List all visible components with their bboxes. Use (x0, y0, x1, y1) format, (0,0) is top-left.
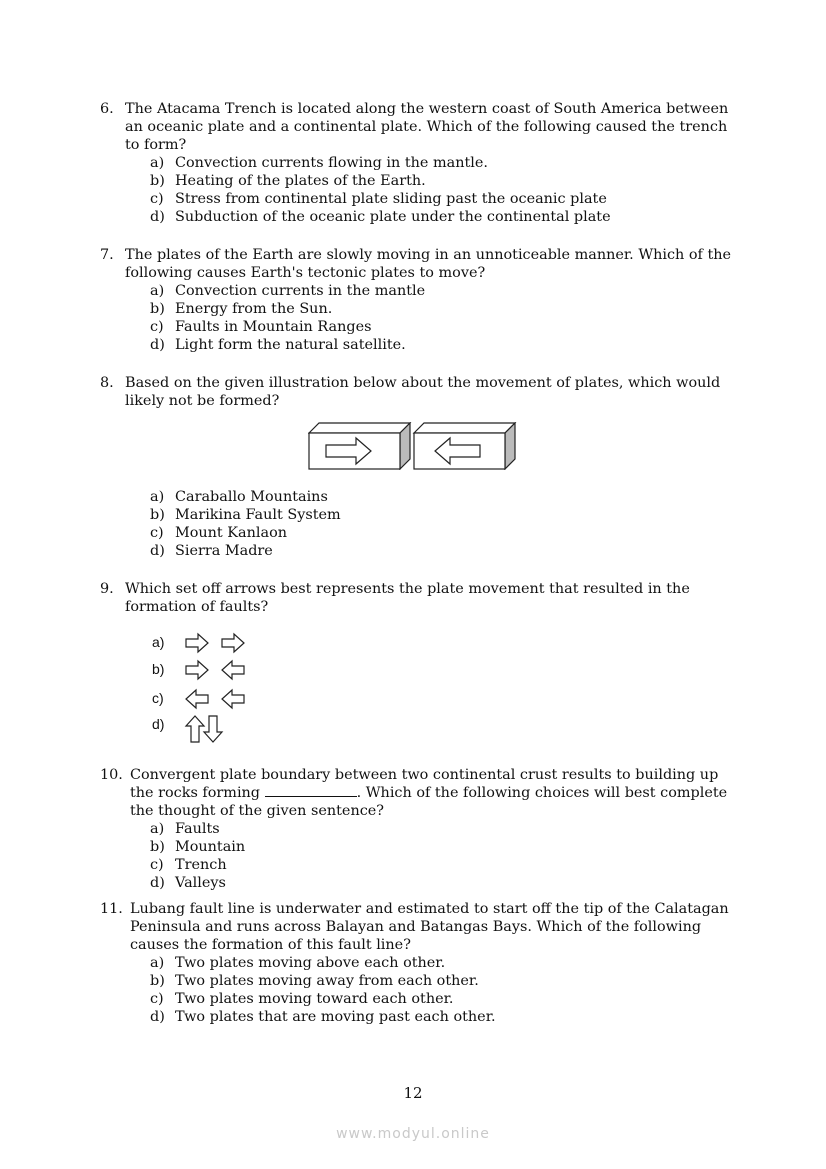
option-a (150, 820, 740, 838)
option-b (150, 506, 740, 524)
option-text: Marikina Fault System (175, 507, 341, 523)
option-letter: b) (150, 507, 165, 523)
question-10 (100, 766, 740, 892)
option-b (150, 838, 740, 856)
question-text-before: Convergent plate boundary between two continental crust results to building up the rocks forming (130, 767, 719, 801)
option-text: Two plates moving above each other. (175, 955, 446, 971)
option-text: Two plates moving away from each other. (175, 973, 479, 989)
arrows-right-left (184, 659, 254, 681)
option-text: Valleys (175, 875, 226, 891)
right-arrow-icon (222, 634, 244, 652)
question-number: 8. (100, 375, 114, 391)
option-text: Faults (175, 821, 220, 837)
question-text-after: . Which of the following choices will best complete the thought of the given sentence? (130, 785, 728, 819)
question-11 (100, 900, 740, 1026)
option-a (150, 154, 740, 172)
arrows-left-left (184, 688, 254, 710)
option-letter: a) (150, 821, 165, 837)
option-text: Light form the natural satellite. (175, 337, 406, 353)
option-text: Faults in Mountain Ranges (175, 319, 372, 335)
arrows-right-right (184, 632, 254, 654)
option-letter: b) (150, 973, 165, 989)
question-number: 7. (100, 247, 114, 263)
question-text: The Atacama Trench is located along the western coast of South America between an oceanic plate and a continental plate. Which of the following caused the trench to form? (125, 101, 729, 153)
question-text: The plates of the Earth are slowly moving in an unnoticeable manner. Which of the following causes Earth's tectonic plates to move? (125, 247, 732, 281)
option-letter: a) (152, 634, 165, 650)
page-number: 12 (403, 1084, 423, 1102)
options-list (100, 820, 740, 892)
option-letter: b) (150, 301, 165, 317)
option-c (150, 990, 740, 1008)
option-d (150, 336, 740, 354)
question-8-options (100, 488, 740, 560)
option-c (150, 318, 740, 336)
arrows-up-down (184, 714, 254, 744)
plate-illustration (308, 422, 518, 470)
option-letter: c) (150, 857, 164, 873)
option-letter: d) (152, 716, 165, 732)
question-6 (100, 100, 740, 226)
option-c (150, 524, 740, 542)
option-letter: d) (150, 543, 165, 559)
option-letter: b) (150, 173, 165, 189)
option-letter: a) (150, 955, 165, 971)
option-letter: c) (150, 191, 164, 207)
option-b (150, 972, 740, 990)
option-letter: a) (150, 155, 165, 171)
watermark: www.modyul.online (336, 1126, 490, 1142)
option-text: Energy from the Sun. (175, 301, 333, 317)
question-9 (100, 580, 740, 616)
question-text: Lubang fault line is underwater and estimated to start off the tip of the Calatagan Peninsula and runs across Balayan and Batangas Bays. Which of the following causes the formation of this fault line? (130, 901, 729, 953)
option-d (150, 1008, 740, 1026)
option-letter: d) (150, 337, 165, 353)
up-arrow-icon (186, 716, 204, 742)
option-d (150, 208, 740, 226)
options-list (100, 954, 740, 1026)
option-d (150, 874, 740, 892)
option-text: Mount Kanlaon (175, 525, 288, 541)
question-number: 9. (100, 581, 114, 597)
option-c (150, 856, 740, 874)
option-b (150, 300, 740, 318)
option-letter: a) (150, 283, 165, 299)
option-text: Subduction of the oceanic plate under the continental plate (175, 209, 611, 225)
question-7 (100, 246, 740, 354)
option-text: Two plates that are moving past each other. (175, 1009, 496, 1025)
left-plate-top (309, 423, 410, 433)
option-letter: c) (152, 690, 164, 706)
answer-blank (265, 784, 357, 797)
option-text: Convection currents flowing in the mantle. (175, 155, 488, 171)
question-number: 11. (100, 901, 123, 917)
option-letter: d) (150, 875, 165, 891)
left-arrow-icon (222, 661, 244, 679)
options-list (100, 154, 740, 226)
option-text: Mountain (175, 839, 246, 855)
option-letter: c) (150, 991, 164, 1007)
right-plate-top (414, 423, 515, 433)
options-list (100, 282, 740, 354)
option-a (150, 282, 740, 300)
right-arrow-icon (186, 661, 208, 679)
option-a (150, 488, 740, 506)
option-text: Stress from continental plate sliding past the oceanic plate (175, 191, 607, 207)
option-text: Convection currents in the mantle (175, 283, 426, 299)
option-text: Trench (175, 857, 227, 873)
question-number: 10. (100, 767, 123, 783)
option-c (150, 190, 740, 208)
option-letter: c) (150, 525, 164, 541)
left-arrow-icon (186, 690, 208, 708)
question-text (130, 766, 740, 820)
option-text: Two plates moving toward each other. (175, 991, 454, 1007)
option-text: Heating of the plates of the Earth. (175, 173, 426, 189)
option-letter: c) (150, 319, 164, 335)
left-arrow-icon (222, 690, 244, 708)
option-letter: b) (152, 661, 165, 677)
question-text: Which set off arrows best represents the plate movement that resulted in the formation of faults? (125, 581, 690, 615)
option-text: Sierra Madre (175, 543, 273, 559)
option-d (150, 542, 740, 560)
down-arrow-icon (204, 716, 222, 742)
option-a (150, 954, 740, 972)
question-8 (100, 374, 740, 410)
option-letter: b) (150, 839, 165, 855)
option-letter: d) (150, 1009, 165, 1025)
options-list (100, 488, 740, 560)
question-text: Based on the given illustration below about the movement of plates, which would likely not be formed? (125, 375, 721, 409)
option-letter: a) (150, 489, 165, 505)
right-arrow-icon (186, 634, 208, 652)
option-text: Caraballo Mountains (175, 489, 328, 505)
option-letter: d) (150, 209, 165, 225)
question-number: 6. (100, 101, 114, 117)
option-b (150, 172, 740, 190)
